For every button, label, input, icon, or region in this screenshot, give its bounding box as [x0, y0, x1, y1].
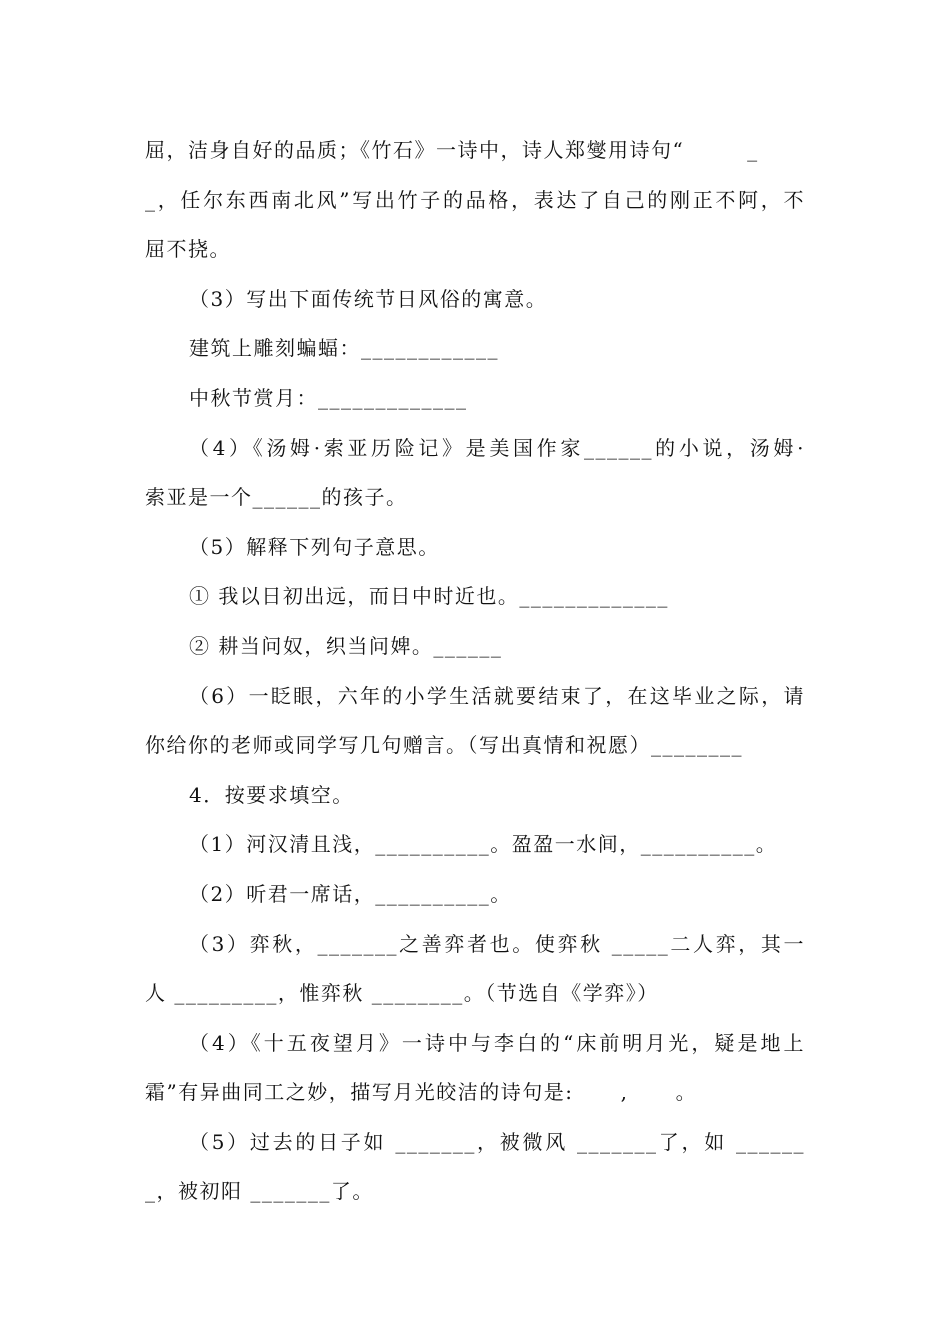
question-heading: （6）一眨眼，六年的小学生活就要结束了，在这毕业之际，请	[189, 683, 805, 708]
fill-blank-line: ② 耕当问奴，织当问婢。______	[189, 633, 503, 658]
question-heading: （5）解释下列句子意思。	[189, 534, 440, 559]
fill-blank-line: （3）弈秋，_______之善弈者也。使弈秋 _____二人弈，其一	[189, 931, 805, 956]
fill-blank-line: 建筑上雕刻蝙蝠：____________	[189, 336, 499, 361]
document-page	[145, 126, 805, 1217]
question-heading: （4）《汤姆·索亚历险记》是美国作家______的小说，汤姆·	[189, 435, 805, 460]
fill-blank-line: 索亚是一个______的孩子。	[145, 485, 408, 510]
fill-blank-line: 你给你的老师或同学写几句赠言。（写出真情和祝愿）________	[145, 733, 743, 758]
fill-blank-line: 人 _________，惟弈秋 ________。（节选自《学弈》）	[145, 981, 659, 1006]
text-line: _，任尔东西南北风”写出竹子的品格，表达了自己的刚正不阿，不	[145, 187, 805, 212]
fill-blank-line: _，被初阳 _______了。	[145, 1179, 374, 1204]
fill-blank-line: ① 我以日初出远，而日中时近也。_____________	[189, 584, 669, 609]
fill-blank-line: （5）过去的日子如 _______，被微风 _______了，如 ______	[189, 1129, 805, 1154]
fill-blank-line: 霜”有异曲同工之妙，描写月光皎洁的诗句是: , 。	[145, 1080, 698, 1105]
fill-blank-line: 中秋节赏月：_____________	[189, 385, 468, 410]
fill-blank-line: （1）河汉清且浅，__________。盈盈一水间，__________。	[189, 832, 778, 857]
question-heading: （3）写出下面传统节日风俗的寓意。	[189, 286, 548, 311]
fill-blank-line: （2）听君一席话，__________。	[189, 881, 512, 906]
text-line: 屈不挠。	[145, 237, 231, 262]
question-heading: （4）《十五夜望月》一诗中与李白的“床前明月光，疑是地上	[189, 1030, 805, 1055]
text-line: 屈，洁身自好的品质；《竹石》一诗中，诗人郑燮用诗句“ _	[145, 138, 759, 162]
section-heading: 4．按要求填空。	[189, 782, 354, 807]
